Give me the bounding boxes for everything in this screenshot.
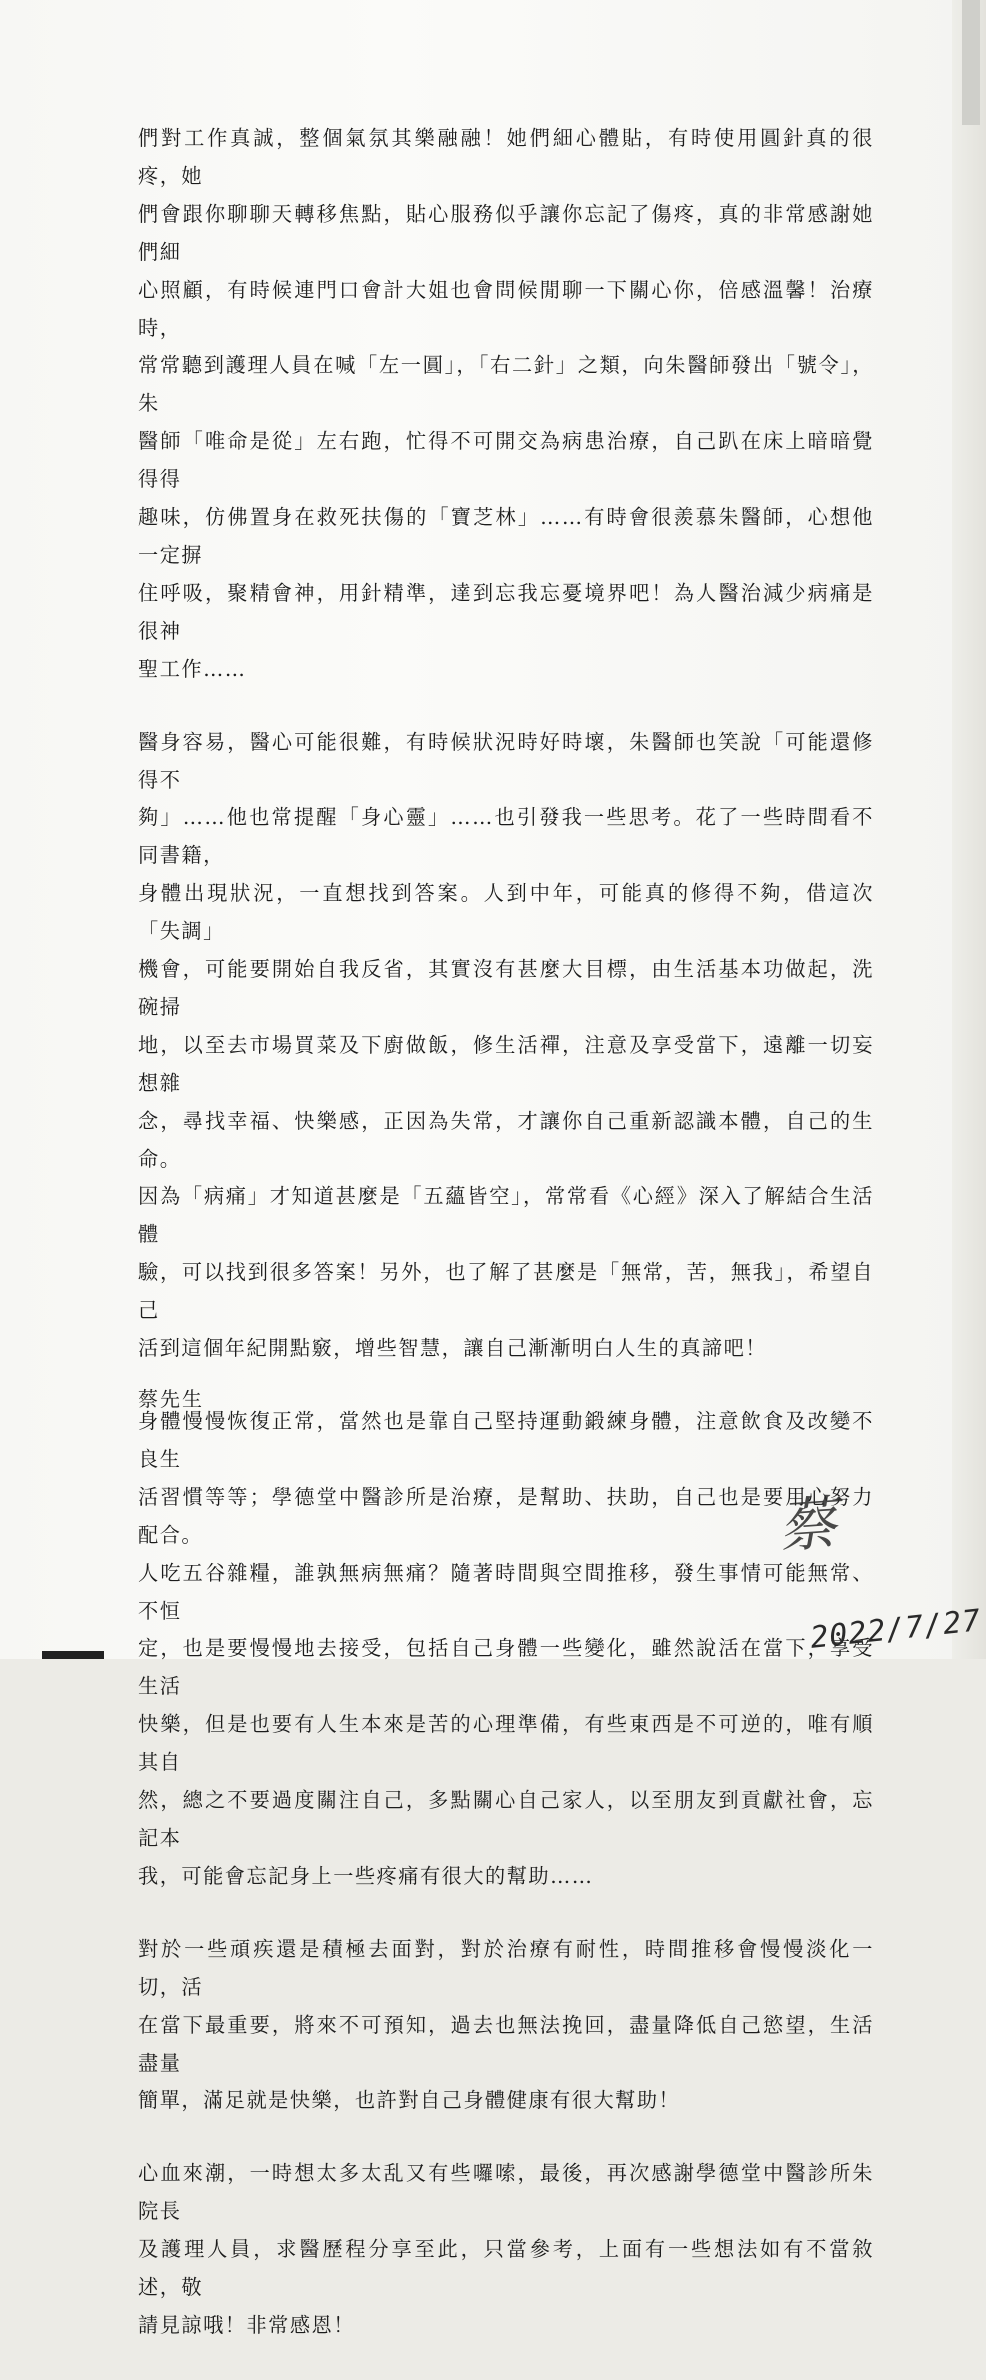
paragraph-2: 醫身容易，醫心可能很難，有時候狀況時好時壞，朱醫師也笑說「可能還修得不 夠」……他也常提醒「身心靈」……也引發我一些思考。花了一些時間看不同書籍， 身體出現狀況，一直想找到答案。人到中年，可能真的修得不夠，借這次「失調」 機會，可能要開始自我反省，其實沒有甚麼大目標，由生活基本功做起，洗碗掃 地，以至去市場買菜及下廚做飯，修生活禪，注意及享受當下，遠離一切妄想雜 念，尋找幸福、快樂感，正因為失常，才讓你自己重新認識本體，自己的生命。 因為「病痛」才知道甚麼是「五蘊皆空」，常常看《心經》深入了解結合生活體 驗，可以找到很多答案！另外，也了解了甚麼是「無常，苦，無我」，希望自己 活到這個年紀開點竅，增些智慧，讓自己漸漸明白人生的真諦吧！ — [138, 729, 874, 1361]
handwritten-date: 2022/7/27 — [808, 1603, 983, 1656]
page-bottom-mark — [42, 1651, 104, 1659]
paragraph-5: 心血來潮，一時想太多太乱又有些囉嗦，最後，再次感謝學德堂中醫診所朱院長 及護理人員，求醫歷程分享至此，只當參考，上面有一些想法如有不當敘述，敬 請見諒哦！非常感恩！ — [138, 2161, 874, 2337]
page-tab-mark — [962, 0, 980, 125]
paragraph-4: 對於一些頑疾還是積極去面對，對於治療有耐性，時間推移會慢慢淡化一切，活 在當下最重要，將來不可預知，過去也無法挽回，盡量降低自己慾望，生活盡量 簡單，滿足就是快樂，也許對自己身體健康有很大幫助！ — [138, 1936, 874, 2113]
handwritten-signature: 蔡 — [776, 1489, 833, 1561]
signoff-name: 蔡先生 — [138, 1387, 204, 1411]
letter-body — [138, 120, 874, 2380]
paragraph-3: 身體慢慢恢復正常，當然也是靠自己堅持運動鍛練身體，注意飲食及改變不良生 活習慣等等；學德堂中醫診所是治療，是幫助、扶助，自己也是要用心努力配合。 人吃五谷雜糧，誰孰無病無痛？隨著時間與空間推移，發生事情可能無常、不恒 定，也是要慢慢地去接受，包括自己身體一些變化，雖然說活在當下，享受生活 快樂，但是也要有人生本來是苦的心理準備，有些東西是不可逆的，唯有順其自 然，總之不要過度關注自己，多點關心自己家人，以至朋友到貢獻社會，忘記本 我，可能會忘記身上一些疼痛有很大的幫助…… — [138, 1409, 874, 1888]
paragraph-1: 們對工作真誠，整個氣氛其樂融融！她們細心體貼，有時使用圓針真的很疼，她 們會跟你聊聊天轉移焦點，貼心服務似乎讓你忘記了傷疼，真的非常感謝她們細 心照顧，有時候連門口會計大姐也會問候閒聊一下關心你，倍感溫馨！治療時， 常常聽到護理人員在喊「左一圓」，「右二針」之類，向朱醫師發出「號令」，朱 醫師「唯命是從」左右跑，忙得不可開交為病患治療，自己趴在床上暗暗覺得得 趣味，仿佛置身在救死扶傷的「寶芝林」……有時會很羨慕朱醫師，心想他一定摒 住呼吸，聚精會神，用針精準，達到忘我忘憂境界吧！為人醫治減少病痛是很神 聖工作…… — [138, 126, 874, 681]
page-edge-shadow — [952, 0, 986, 1659]
